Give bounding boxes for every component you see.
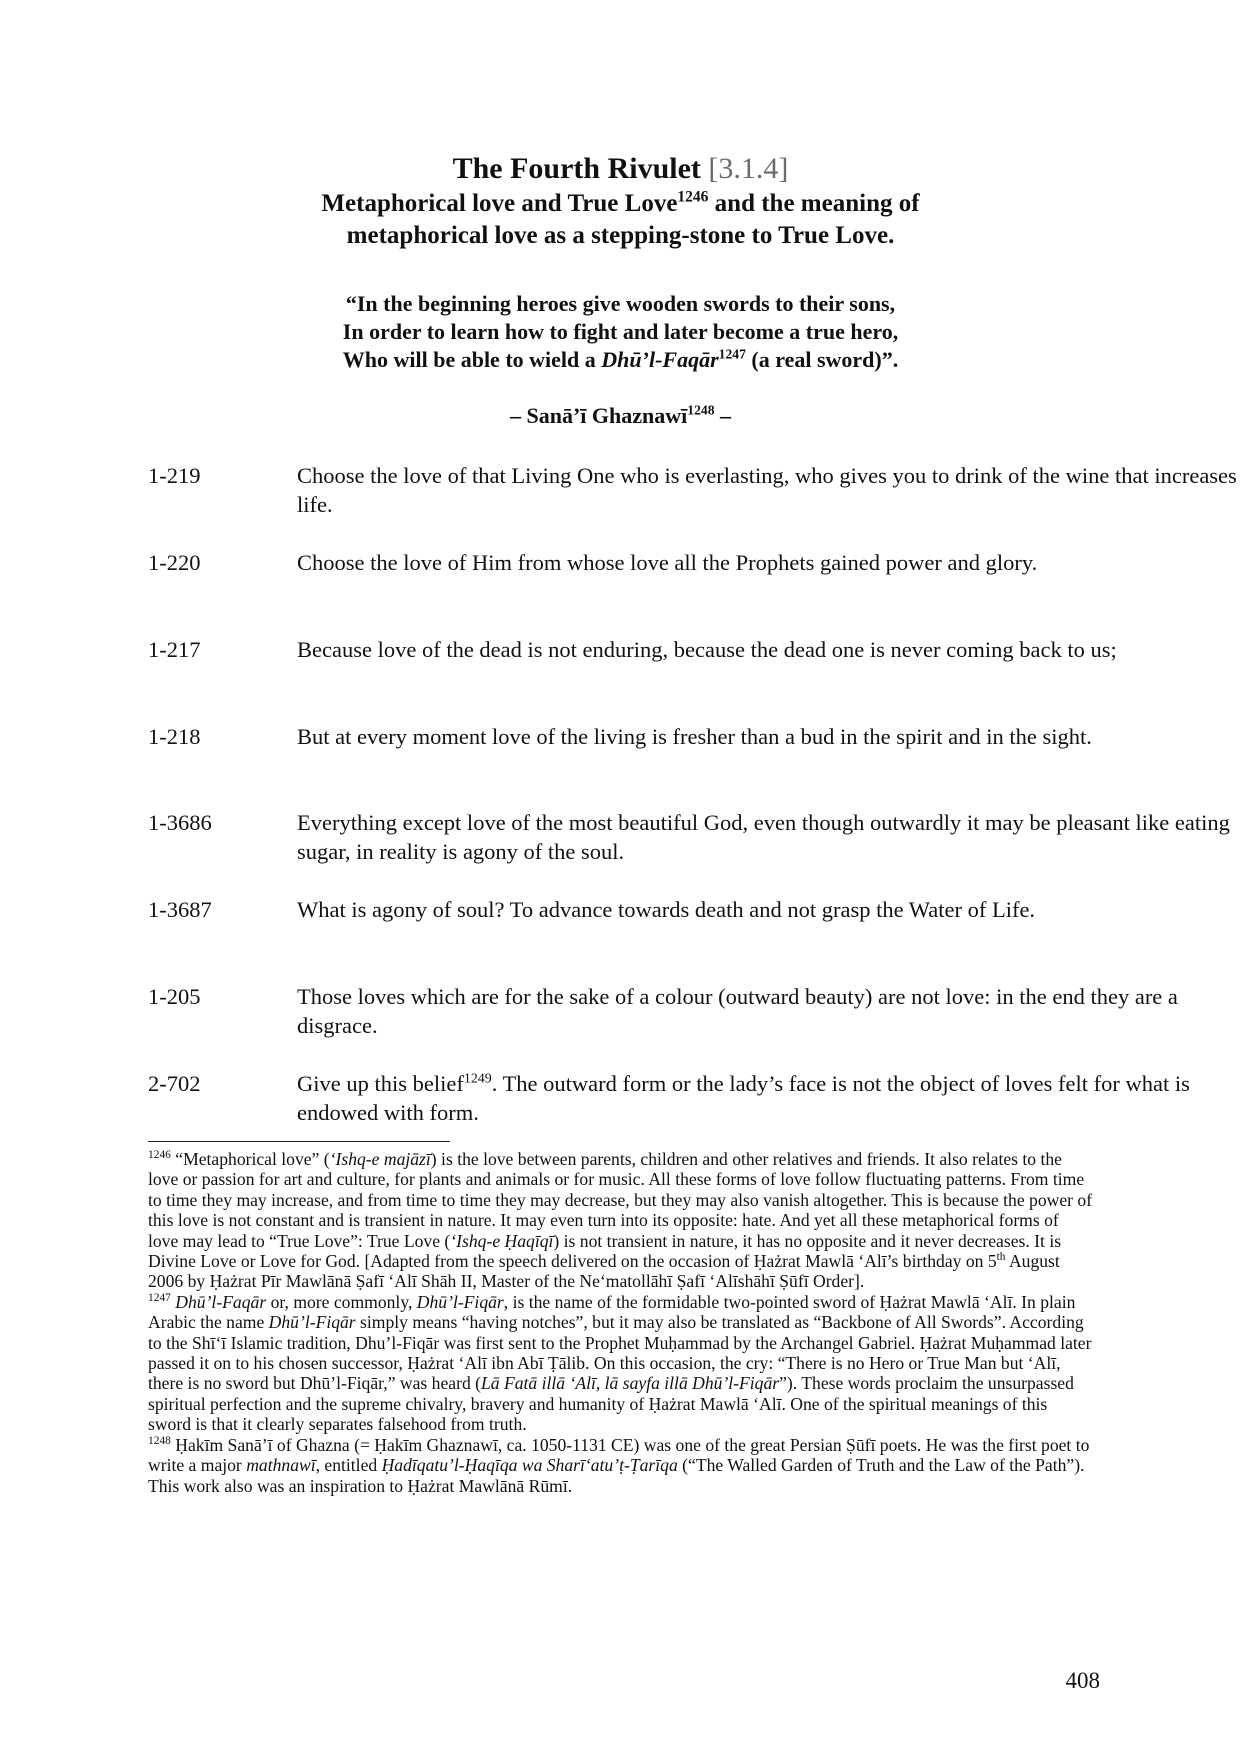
verse-ref: 1-219 [148,463,201,488]
verse-text: What is agony of soul? To advance towards death and not grasp the Water of Life. [297,897,1036,922]
footnote-italic: Ḥadīqatu’l-Ḥaqīqa wa Sharī‘atu’ṭ-Ṭarīqa [381,1455,678,1476]
footnote-1248 [148,1435,1093,1496]
verse-text: Because love of the dead is not enduring, because the dead one is never coming back to us; [297,637,1117,662]
footnote-text: ) is not transient in nature, it has no opposite and it never decreases. It is Divine Love or Love for God. [Adapted from the speech delivered on the occasion of Ḥażrat Mawlā ‘Alī’s birthday on 5 [148,1230,1062,1272]
verse-text: Choose the love of that Living One who is everlasting, who gives you to drink of the wine that increases life. [297,463,1237,517]
verse-ref: 1-217 [148,637,201,662]
verse-text: Choose the love of Him from whose love all the Prophets gained power and glory. [297,550,1038,575]
author-dash: – [714,403,731,428]
footnote-text: “Metaphorical love” ( [170,1149,330,1169]
footnote-text: (“The Walled Garden of Truth and the Law of the Path”). This work also was an inspiration to Ḥażrat Mawlānā Rūmī. [148,1455,1085,1496]
epigraph-text: Who will be able to wield a [342,347,602,372]
footnote-divider [148,1141,450,1142]
chapter-title [148,150,1093,188]
footnote-italic: Lā Fatā illā ‘Alī, lā sayfa illā Dhū’l-Fiqār [481,1373,780,1394]
verse-ref: 2-702 [148,1071,201,1096]
subtitle-text: Metaphorical love and True Love [321,190,678,217]
verse-ref: 1-3686 [148,810,212,835]
footnote-text: , entitled [315,1455,382,1476]
footnote-italic: Dhū’l-Faqār [170,1291,267,1312]
subtitle-line-1 [148,188,1093,220]
footnote-number: 1248 [148,1434,171,1447]
footnote-ref-1246[interactable]: 1246 [677,188,709,206]
footnote-italic: mathnawī [246,1455,316,1476]
footnote-text: , is the name of the formidable two-pointed sword of Ḥażrat Mawlā ‘Alī. In plain Arabic the name [148,1291,1076,1333]
ordinal-suffix: th [996,1251,1006,1264]
footnote-1247 [148,1292,1093,1435]
footnote-italic: ‘Ishq-e majāzī [329,1149,431,1169]
chapter-title-text: The Fourth Rivulet [452,152,701,185]
verse-text-part: . The outward form or the lady’s face is not the object of loves felt for what is endowed with form. [297,1071,1190,1125]
verse-text: Everything except love of the most beautiful God, even though outwardly it may be pleasant like eating sugar, in reality is agony of the soul. [297,810,1230,864]
footnote-ref-1249[interactable]: 1249 [463,1071,492,1087]
verse-text-part: Give up this belief [297,1071,464,1096]
epigraph [148,290,1093,374]
footnote-text: ) is the love between parents, children and other relatives and friends. It also relates to the love or passion for art and culture, for plants and animals or for music. All these forms of love follow fluctuating patterns. From time to time they may increase, and from time to time they may decrease, but they may also vanish altogether. This is because the power of this love is not constant and is transient in nature. It may even turn into its opposite: hate. And yet all these metaphorical forms of love may lead to “True Love”: True Love ( [148,1149,1093,1251]
footnote-italic: Dhū’l-Fiqār [268,1312,356,1333]
footnote-ref-1247[interactable]: 1247 [718,346,746,362]
footnote-ref-1248[interactable]: 1248 [687,402,715,418]
footnote-text: August 2006 by Ḥażrat Pīr Mawlānā Ṣafī ‘Alī Shāh II, Master of the Ne‘matollāhī Ṣafī ‘Alīshāhī Ṣūfī Order]. [148,1251,1060,1292]
verse-ref: 1-3687 [148,897,212,922]
footnote-text: simply means “having notches”, but it may also be translated as “Backbone of All Swords”. According to the Shī‘ī Islamic tradition, Dhu’l-Fiqār was first sent to the Prophet Muḥammad by the Archangel Gabriel. Ḥażrat Muḥammad later passed it on to his chosen successor, Ḥażrat ‘Alī ibn Abī Ṭālib. On this occasion, the cry: “There is no Hero or True Man but ‘Alī, there is no sword but Dhū’l-Fiqār,” was heard ( [148,1312,1092,1394]
footnote-italic: Dhū’l-Fiqār [416,1291,504,1312]
footnote-text: ”). These words proclaim the unsurpassed spiritual perfection and the supreme chivalry, bravery and humanity of Ḥażrat Mawlā ‘Alī. One of the spiritual meanings of this sword is that it clearly separates falsehood from truth. [148,1373,1074,1435]
footnotes [148,1149,1093,1496]
footnote-italic: ‘Ishq-e Ḥaqīqī [450,1230,554,1251]
page-number: 408 [1065,1668,1100,1693]
verse-ref: 1-218 [148,724,201,749]
footnote-number: 1246 [148,1149,171,1162]
epigraph-line-2: In order to learn how to fight and later become a true hero, [342,319,899,344]
footnote-text: Ḥakīm Sanā’ī of Ghazna (= Ḥakīm Ghaznawī, ca. 1050-1131 CE) was one of the great Persian Ṣūfī poets. He was the first poet to write a major [148,1434,1090,1476]
epigraph-author [148,402,1093,430]
epigraph-line-3 [148,346,1093,374]
epigraph-line-1: “In the beginning heroes give wooden swords to their sons, [345,291,896,316]
verse-ref: 1-220 [148,550,201,575]
verse-text [297,1069,1241,1127]
verse-text: Those loves which are for the sake of a colour (outward beauty) are not love: in the end they are a disgrace. [297,984,1178,1038]
footnote-number: 1247 [148,1291,171,1304]
verse-ref: 1-205 [148,984,201,1009]
verse-text: But at every moment love of the living is fresher than a bud in the spirit and in the sight. [297,724,1092,749]
footnote-1246 [148,1149,1093,1292]
author-name: – Sanā’ī Ghaznawī [509,403,688,428]
epigraph-sword-name: Dhū’l-Faqār [601,347,719,372]
footnote-text: or, more commonly, [266,1291,417,1312]
subtitle-line-2: metaphorical love as a stepping-stone to True Love. [346,222,895,249]
epigraph-text: (a real sword)”. [745,347,899,372]
chapter-subtitle [148,188,1093,252]
chapter-reference: [3.1.4] [708,152,789,185]
subtitle-text: and the meaning of [708,190,920,217]
